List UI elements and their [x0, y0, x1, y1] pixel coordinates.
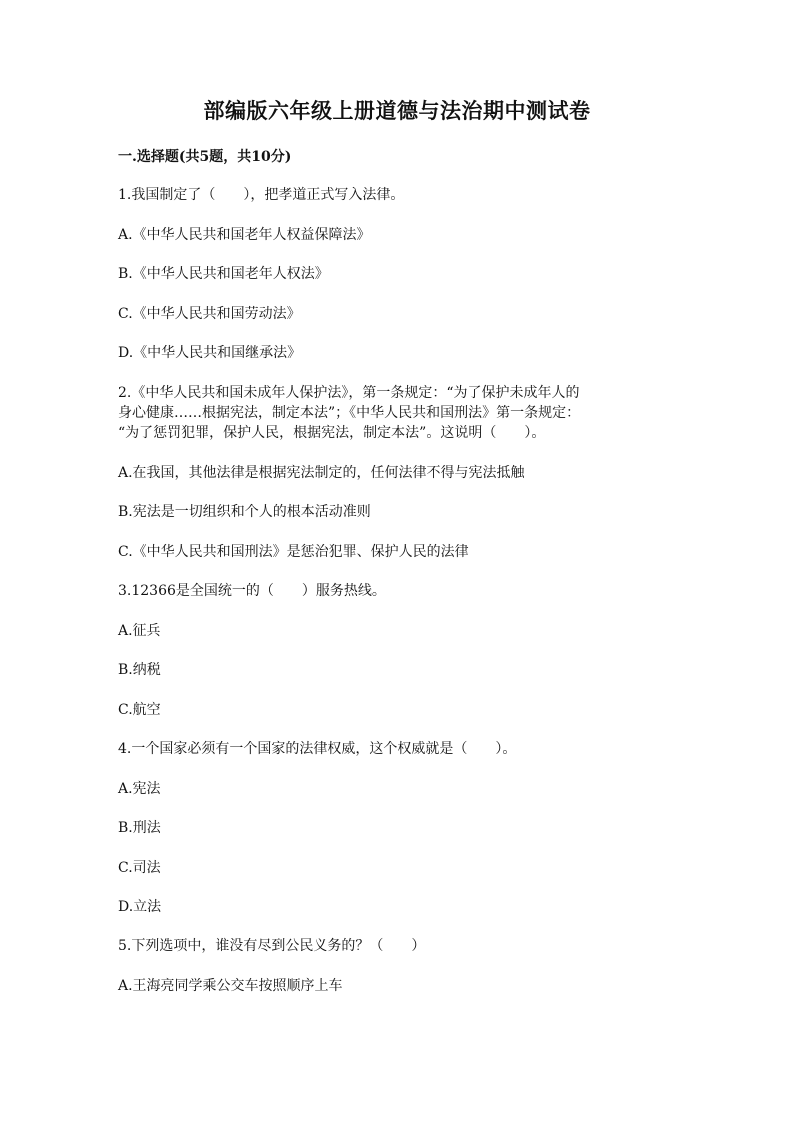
- question-4-option-b: B.刑法: [118, 820, 161, 836]
- question-5-option-a: A.王海亮同学乘公交车按照顺序上车: [118, 978, 343, 994]
- question-4-stem: 4.一个国家必须有一个国家的法律权威，这个权威就是（ ）。: [118, 741, 517, 757]
- question-2-option-c: C.《中华人民共和国刑法》是惩治犯罪、保护人民的法律: [118, 544, 469, 560]
- question-3-option-c: C.航空: [118, 702, 161, 718]
- question-1-option-d: D.《中华人民共和国继承法》: [118, 345, 302, 361]
- section-heading: 一.选择题(共5题，共10分): [118, 149, 292, 165]
- question-4-option-c: C.司法: [118, 860, 161, 876]
- question-5-stem: 5.下列选项中，谁没有尽到公民义务的？（ ）: [118, 938, 426, 954]
- question-2-option-b: B.宪法是一切组织和个人的根本活动准则: [118, 504, 371, 520]
- question-1-option-c: C.《中华人民共和国劳动法》: [118, 306, 301, 322]
- question-1-option-a: A.《中华人民共和国老年人权益保障法》: [118, 227, 371, 243]
- question-2-stem-line: “为了惩罚犯罪，保护人民，根据宪法，制定本法”。这说明（ ）。: [118, 425, 546, 441]
- question-3-option-a: A.征兵: [118, 623, 161, 639]
- question-3-stem: 3.12366是全国统一的（ ）服务热线。: [118, 583, 386, 599]
- question-2-stem-line: 身心健康……根据宪法，制定本法”；《中华人民共和国刑法》第一条规定：: [118, 405, 581, 421]
- page-title: 部编版六年级上册道德与法治期中测试卷: [203, 98, 591, 123]
- question-2-stem-line: 2.《中华人民共和国未成年人保护法》，第一条规定：“为了保护未成年人的: [118, 385, 580, 401]
- question-1-option-b: B.《中华人民共和国老年人权法》: [118, 266, 329, 282]
- question-2-stem: [118, 383, 678, 443]
- question-4-option-d: D.立法: [118, 899, 162, 915]
- question-2-option-a: A.在我国，其他法律是根据宪法制定的，任何法律不得与宪法抵触: [118, 465, 525, 481]
- question-1-stem: 1.我国制定了（ ），把孝道正式写入法律。: [118, 187, 405, 203]
- question-3-option-b: B.纳税: [118, 662, 161, 678]
- question-4-option-a: A.宪法: [118, 781, 161, 797]
